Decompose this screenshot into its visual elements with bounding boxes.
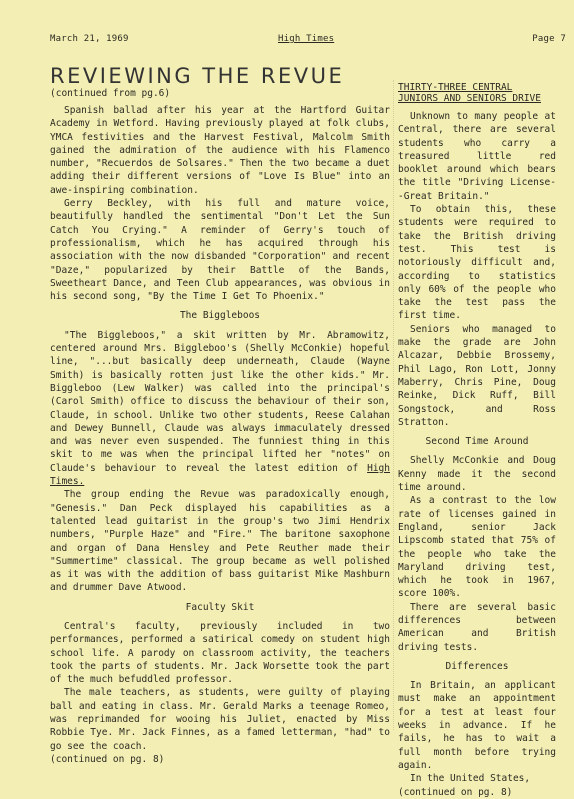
paragraph: Unknown to many people at Central, there are several students who carry a treasured little red booklet around which bears the title "Driving License--Great Britain."	[398, 111, 556, 202]
publication-name: High Times	[278, 34, 335, 44]
issue-date: March 21, 1969	[50, 34, 129, 44]
subheading: Second Time Around	[425, 436, 529, 448]
paragraph	[50, 329, 390, 489]
underlined-title: High Times.	[50, 462, 390, 488]
paragraph: In Britain, an applicant must make an appointment for a test at least four weeks in advance. If he fails, he has to wait a full month before trying again.	[398, 680, 556, 771]
paragraph: The male teachers, as students, were guilty of playing ball and eating in class. Mr. Gerald Marks a teenage Romeo, was reprimanded for wooing his Juliet, enacted by Miss Robbie Tye. Mr. Jack Finnes, as a famed letterman, "had" to go see the coach.	[50, 687, 390, 752]
article-headline: REVIEWING THE REVUE	[50, 64, 345, 88]
continued-from-note: (continued from pg.6)	[50, 88, 171, 99]
paragraph: To obtain this, these students were required to take the British driving test. This test is notoriously difficult and, according to statistics only 60% of the people who take the test pass the first time.	[398, 204, 556, 322]
page-header	[50, 34, 566, 48]
paragraph: As a contrast to the low rate of licenses gained in England, senior Jack Lipscomb stated that 75% of the people who take the Maryland driving test, which he took in 1967, score 100%.	[398, 495, 556, 600]
paragraph: Central's faculty, previously included in two performances, performed a satirical comedy on student high school life. A parody on classroom activity, the teachers took the parts of students. Mr. Jack Worsette took the part of the much befuddled professor.	[50, 620, 390, 686]
continued-note: (continued on pg. 8)	[50, 753, 165, 765]
right-column	[398, 82, 556, 799]
paragraph: Spanish ballad after his year at the Hartford Guitar Academy in Wetford. Having previously played at folk clubs, YMCA festivities and the Harvest Festival, Malcolm Smith gained the admiration of the audience with his Flamenco number, "Recuerdos de Solsares." Then the two became a duet adding their different versions of "Love Is Blue" into an awe-inspiring combination.	[50, 105, 390, 196]
sidebar-article-title: THIRTY-THREE CENTRAL JUNIORS AND SENIORS DRIVE	[398, 82, 541, 104]
paragraph: The group ending the Revue was paradoxically enough, "Genesis." Dan Peck displayed his capabilities as a talented lead guitarist in the group's two Jimi Hendrix numbers, "Purple Haze" and "Fire." The baritone saxophone and organ of Dana Hensley and Pete Reuther made their "Summertime" classical. The group became as well polished as it was with the addition of bass guitarist Mike Mashburn and drummer Dave Atwood.	[50, 489, 390, 594]
left-column	[50, 104, 390, 766]
paragraph: Gerry Beckley, with his full and mature voice, beautifully handled the sentimental "Don't Let the Sun Catch You Crying." A reminder of Gerry's touch of professionalism, which he has acquired through his association with the now disbanded "Corporation" and recent "Daze," popularized by their Battle of the Bands, Sweetheart Dance, and Teen Club appearances, was obvious in his second song, "By the Time I Get To Phoenix."	[50, 198, 390, 303]
paragraph: There are several basic differences between American and British driving tests.	[398, 601, 556, 653]
subheading: Differences	[445, 660, 509, 672]
paragraph-text: "The Biggleboos," a skit written by Mr. Abramowitz, centered around Mrs. Biggleboo's (Shelly McConkie) hopeful line, "...but basically deep underneath, Claude (Wayne Smith) is basically rotten just like the other kids." Mr. Biggleboo (Lew Walker) was called into the principal's (Carol Smith) office to discuss the behaviour of their son, Claude, in school. Unlike two other students, Reese Calahan and Dewey Bunnell, Claude was always immaculately dressed and was never even suspended. The funniest thing in this skit to me was when the principal lifted her "notes" on Claude's behaviour to reveal the latest edition of	[50, 329, 390, 474]
paragraph: Seniors who managed to make the grade are John Alcazar, Debbie Brossemy, Phil Lago, Ron Lott, Jonny Maberry, Chris Pine, Doug Reinke, Dick Ruff, Bill Songstock, and Ross Stratton.	[398, 323, 556, 428]
continued-note: (continued on pg. 8)	[398, 786, 513, 798]
page-number: Page 7	[532, 34, 566, 44]
subheading: The Biggleboos	[179, 310, 261, 322]
subheading: Faculty Skit	[185, 601, 255, 613]
paragraph: In the United States,	[410, 773, 531, 785]
paragraph: Shelly McConkie and Doug Kenny made it the second time around.	[398, 455, 556, 494]
column-divider	[393, 80, 394, 730]
